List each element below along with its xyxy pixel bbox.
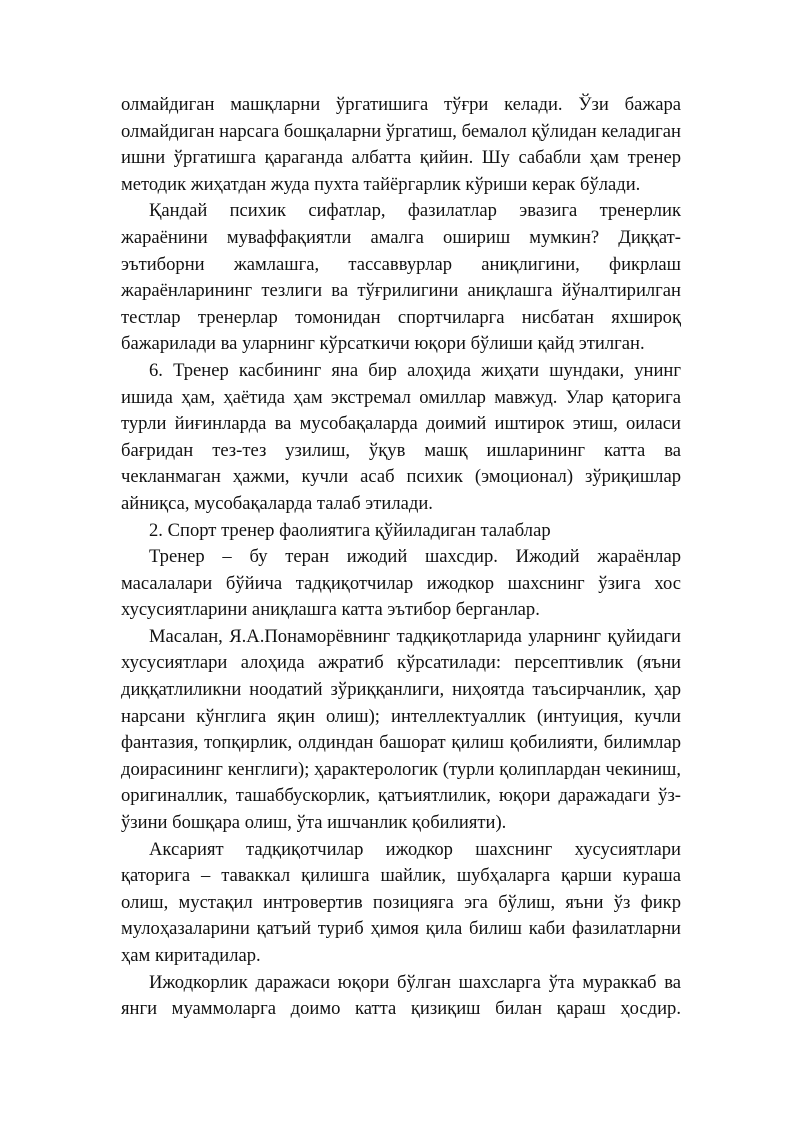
paragraph-researchers: Аксарият тадқиқотчилар ижодкор шахснинг хусусиятлари қаторига – таваккал қилишга шайлик, шубҳаларга қарши кураша олиш, мустақил интровертив позицияга эга бўлиш, яъни ўз фикр мулоҳазаларини қатъий туриб ҳимоя қила билиш каби фазилатларни ҳам киритадилар. [121,838,681,966]
paragraph-creativity-level: Ижодкорлик даражаси юқори бўлган шахсларга ўта мураккаб ва янги муаммоларга доимо катта қизиқиш билан қараш ҳосдир. [121,971,681,1020]
paragraph-point-6: 6. Тренер касбининг яна бир алоҳида жиҳати шундаки, унинг ишида ҳам, ҳаётида ҳам экстремал омиллар мавжуд. Улар қаторига турли йиғинларда ва мусобақаларда доимий иштирок этиш, оиласи бағридан тез-тез узилиш, ўқув машқ ишларининг катта ва чекланмаган ҳажми, кучли асаб психик (эмоционал) зўриқишлар айниқса, мусобақаларда талаб этилади. [121,359,681,514]
paragraph-ponamoryov: Масалан, Я.А.Понаморёвнинг тадқиқотларида уларнинг қуйидаги хусусиятлари алоҳида ажратиб кўрсатилади: персептивлик (яъни диққатлиликни ноодатий зўриққанлиги, ниҳоятда таъсирчанлик, ҳар нарсани кўнглига яқин олиш); интеллектуаллик (интуиция, кучли фантазия, топқирлик, олдиндан башорат қилиш қобилияти, билимлар доирасининг кенглиги); ҳарактерологик (турли қолиплардан чекиниш, оригиналлик, ташаббускорлик, қатъиятлилик, юқори даражадаги ўз-ўзини бошқара олиш, ўта ишчанлик қобилияти). [121,625,681,834]
paragraph-creative-personality: Тренер – бу теран ижодий шахсдир. Ижодий жараёнлар масалалари бўйича тадқиқотчилар ижодкор шахснинг ўзига хос хусусиятларини аниқлашга катта эътибор берганлар. [121,546,681,621]
document-page [121,92,681,1023]
section-heading: 2. Спорт тренер фаолиятига қўйиладиган талаблар [149,519,551,541]
paragraph-continuation: олмайдиган машқларни ўргатишига тўғри келади. Ўзи бажара олмайдиган нарсага бошқаларни ўргатиш, бемалол қўлидан келадиган ишни ўргатишга қараганда албатта қийин. Шу сабабли ҳам тренер методик жиҳатдан жуда пухта тайёргарлик кўриши керак бўлади. [121,94,681,195]
paragraph-psychic-qualities: Қандай психик сифатлар, фазилатлар эвазига тренерлик жараёнини муваффақиятли амалга ошириш мумкин? Диққат-эътиборни жамлашга, тассаввурлар аниқлигини, фикрлаш жараёнларининг тезлиги ва тўғрилигини аниқлашга йўналтирилган тестлар тренерлар томонидан спортчиларга нисбатан яхшироқ бажарилади ва уларнинг кўрсаткичи юқори бўлиши қайд этилган. [121,200,681,355]
